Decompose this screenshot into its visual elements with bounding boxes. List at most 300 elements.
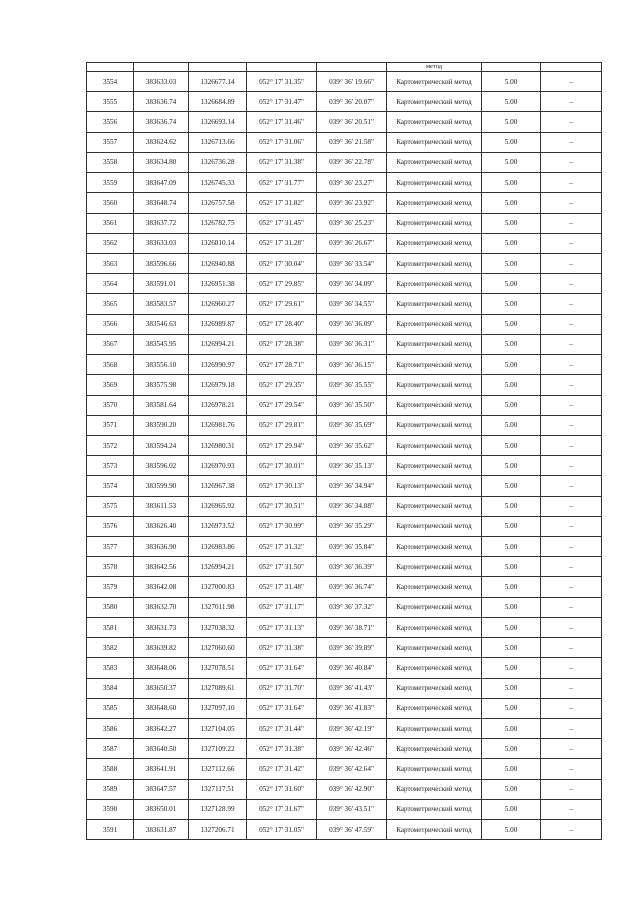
table-cell bbox=[87, 63, 134, 72]
method-cell: Картометрический метод bbox=[387, 375, 482, 395]
x-coordinate-cell: 383631.87 bbox=[134, 820, 189, 840]
latitude-cell: 052° 17' 29.94" bbox=[247, 435, 317, 455]
longitude-cell: 039° 36' 23.27" bbox=[317, 173, 387, 193]
y-coordinate-cell: 1326745.33 bbox=[189, 173, 247, 193]
accuracy-cell: 5.00 bbox=[482, 537, 541, 557]
x-coordinate-cell: 383545.95 bbox=[134, 334, 189, 354]
method-cell: Картометрический метод bbox=[387, 557, 482, 577]
accuracy-cell: 5.00 bbox=[482, 92, 541, 112]
latitude-cell: 052° 17' 29.81" bbox=[247, 415, 317, 435]
longitude-cell: 039° 36' 42.19" bbox=[317, 719, 387, 739]
method-cell: Картометрический метод bbox=[387, 112, 482, 132]
point-number-cell: 3566 bbox=[87, 314, 134, 334]
table-row bbox=[87, 72, 602, 92]
y-coordinate-cell: 1326960.27 bbox=[189, 294, 247, 314]
point-number-cell: 3587 bbox=[87, 739, 134, 759]
longitude-cell: 039° 36' 20.07" bbox=[317, 92, 387, 112]
latitude-cell: 052° 17' 29.85" bbox=[247, 274, 317, 294]
method-cell: Картометрический метод bbox=[387, 799, 482, 819]
longitude-cell: 039° 36' 41.43" bbox=[317, 678, 387, 698]
x-coordinate-cell: 383637.72 bbox=[134, 213, 189, 233]
method-cell: Картометрический метод bbox=[387, 820, 482, 840]
table-row bbox=[87, 698, 602, 718]
y-coordinate-cell: 1326967.38 bbox=[189, 476, 247, 496]
y-coordinate-cell: 1327078.51 bbox=[189, 658, 247, 678]
accuracy-cell: 5.00 bbox=[482, 719, 541, 739]
table-row bbox=[87, 678, 602, 698]
note-cell: – bbox=[541, 617, 602, 637]
x-coordinate-cell: 383581.64 bbox=[134, 395, 189, 415]
point-number-cell: 3584 bbox=[87, 678, 134, 698]
accuracy-cell: 5.00 bbox=[482, 496, 541, 516]
coordinates-table bbox=[86, 62, 602, 840]
method-cell: Картометрический метод bbox=[387, 496, 482, 516]
point-number-cell: 3554 bbox=[87, 72, 134, 92]
y-coordinate-cell: 1327128.99 bbox=[189, 799, 247, 819]
longitude-cell: 039° 36' 43.51" bbox=[317, 799, 387, 819]
point-number-cell: 3571 bbox=[87, 415, 134, 435]
accuracy-cell: 5.00 bbox=[482, 739, 541, 759]
table-row bbox=[87, 597, 602, 617]
table-cell bbox=[189, 63, 247, 72]
table-row bbox=[87, 476, 602, 496]
x-coordinate-cell: 383590.20 bbox=[134, 415, 189, 435]
note-cell: – bbox=[541, 820, 602, 840]
point-number-cell: 3580 bbox=[87, 597, 134, 617]
note-cell: – bbox=[541, 415, 602, 435]
method-cell: метод bbox=[387, 63, 482, 72]
longitude-cell: 039° 36' 22.78" bbox=[317, 152, 387, 172]
latitude-cell: 052° 17' 31.32" bbox=[247, 537, 317, 557]
latitude-cell: 052° 17' 31.48" bbox=[247, 577, 317, 597]
table-row bbox=[87, 435, 602, 455]
note-cell: – bbox=[541, 435, 602, 455]
accuracy-cell: 5.00 bbox=[482, 638, 541, 658]
table-row bbox=[87, 577, 602, 597]
latitude-cell: 052° 17' 31.64" bbox=[247, 658, 317, 678]
method-cell: Картометрический метод bbox=[387, 92, 482, 112]
note-cell: – bbox=[541, 739, 602, 759]
table-cell bbox=[134, 63, 189, 72]
note-cell: – bbox=[541, 456, 602, 476]
method-cell: Картометрический метод bbox=[387, 779, 482, 799]
accuracy-cell: 5.00 bbox=[482, 476, 541, 496]
latitude-cell: 052° 17' 31.67" bbox=[247, 799, 317, 819]
longitude-cell: 039° 36' 36.74" bbox=[317, 577, 387, 597]
table-row bbox=[87, 759, 602, 779]
latitude-cell: 052° 17' 31.06" bbox=[247, 132, 317, 152]
table-row bbox=[87, 213, 602, 233]
x-coordinate-cell: 383648.74 bbox=[134, 193, 189, 213]
note-cell: – bbox=[541, 516, 602, 536]
table-row bbox=[87, 516, 602, 536]
note-cell: – bbox=[541, 496, 602, 516]
x-coordinate-cell: 383633.03 bbox=[134, 72, 189, 92]
y-coordinate-cell: 1327000.83 bbox=[189, 577, 247, 597]
note-cell: – bbox=[541, 355, 602, 375]
longitude-cell: 039° 36' 35.84" bbox=[317, 537, 387, 557]
latitude-cell: 052° 17' 28.71" bbox=[247, 355, 317, 375]
accuracy-cell: 5.00 bbox=[482, 456, 541, 476]
point-number-cell: 3588 bbox=[87, 759, 134, 779]
y-coordinate-cell: 1327206.71 bbox=[189, 820, 247, 840]
note-cell: – bbox=[541, 314, 602, 334]
method-cell: Картометрический метод bbox=[387, 274, 482, 294]
latitude-cell: 052° 17' 29.54" bbox=[247, 395, 317, 415]
y-coordinate-cell: 1326940.88 bbox=[189, 253, 247, 273]
method-cell: Картометрический метод bbox=[387, 456, 482, 476]
x-coordinate-cell: 383599.90 bbox=[134, 476, 189, 496]
accuracy-cell: 5.00 bbox=[482, 577, 541, 597]
latitude-cell: 052° 17' 28.40" bbox=[247, 314, 317, 334]
longitude-cell: 039° 36' 35.55" bbox=[317, 375, 387, 395]
point-number-cell: 3568 bbox=[87, 355, 134, 375]
latitude-cell: 052° 17' 31.46" bbox=[247, 112, 317, 132]
point-number-cell: 3591 bbox=[87, 820, 134, 840]
accuracy-cell: 5.00 bbox=[482, 820, 541, 840]
longitude-cell: 039° 36' 35.50" bbox=[317, 395, 387, 415]
y-coordinate-cell: 1326981.76 bbox=[189, 415, 247, 435]
method-cell: Картометрический метод bbox=[387, 577, 482, 597]
table-row bbox=[87, 617, 602, 637]
latitude-cell: 052° 17' 31.38" bbox=[247, 152, 317, 172]
method-cell: Картометрический метод bbox=[387, 658, 482, 678]
table-row bbox=[87, 193, 602, 213]
method-cell: Картометрический метод bbox=[387, 314, 482, 334]
x-coordinate-cell: 383575.98 bbox=[134, 375, 189, 395]
point-number-cell: 3582 bbox=[87, 638, 134, 658]
y-coordinate-cell: 1326978.21 bbox=[189, 395, 247, 415]
method-cell: Картометрический метод bbox=[387, 476, 482, 496]
y-coordinate-cell: 1327112.66 bbox=[189, 759, 247, 779]
table-row bbox=[87, 739, 602, 759]
latitude-cell: 052° 17' 30.04" bbox=[247, 253, 317, 273]
table-row bbox=[87, 334, 602, 354]
method-cell: Картометрический метод bbox=[387, 152, 482, 172]
y-coordinate-cell: 1326989.87 bbox=[189, 314, 247, 334]
accuracy-cell: 5.00 bbox=[482, 173, 541, 193]
note-cell: – bbox=[541, 375, 602, 395]
y-coordinate-cell: 1326684.89 bbox=[189, 92, 247, 112]
point-number-cell: 3585 bbox=[87, 698, 134, 718]
accuracy-cell: 5.00 bbox=[482, 799, 541, 819]
latitude-cell: 052° 17' 31.38" bbox=[247, 739, 317, 759]
accuracy-cell: 5.00 bbox=[482, 132, 541, 152]
table-row bbox=[87, 274, 602, 294]
longitude-cell: 039° 36' 40.84" bbox=[317, 658, 387, 678]
x-coordinate-cell: 383596.66 bbox=[134, 253, 189, 273]
latitude-cell: 052° 17' 30.99" bbox=[247, 516, 317, 536]
method-cell: Картометрический метод bbox=[387, 516, 482, 536]
table-row bbox=[87, 233, 602, 253]
method-cell: Картометрический метод bbox=[387, 597, 482, 617]
longitude-cell: 039° 36' 21.58" bbox=[317, 132, 387, 152]
latitude-cell: 052° 17' 31.38" bbox=[247, 638, 317, 658]
accuracy-cell: 5.00 bbox=[482, 435, 541, 455]
note-cell: – bbox=[541, 719, 602, 739]
method-cell: Картометрический метод bbox=[387, 294, 482, 314]
y-coordinate-cell: 1326713.66 bbox=[189, 132, 247, 152]
note-cell: – bbox=[541, 193, 602, 213]
point-number-cell: 3583 bbox=[87, 658, 134, 678]
method-cell: Картометрический метод bbox=[387, 617, 482, 637]
longitude-cell: 039° 36' 39.89" bbox=[317, 638, 387, 658]
x-coordinate-cell: 383596.02 bbox=[134, 456, 189, 476]
longitude-cell: 039° 36' 36.09" bbox=[317, 314, 387, 334]
accuracy-cell: 5.00 bbox=[482, 193, 541, 213]
note-cell: – bbox=[541, 152, 602, 172]
point-number-cell: 3562 bbox=[87, 233, 134, 253]
point-number-cell: 3570 bbox=[87, 395, 134, 415]
note-cell: – bbox=[541, 759, 602, 779]
note-cell: – bbox=[541, 537, 602, 557]
y-coordinate-cell: 1326994.21 bbox=[189, 557, 247, 577]
table-cell bbox=[541, 63, 602, 72]
accuracy-cell: 5.00 bbox=[482, 678, 541, 698]
note-cell: – bbox=[541, 213, 602, 233]
point-number-cell: 3573 bbox=[87, 456, 134, 476]
longitude-cell: 039° 36' 42.90" bbox=[317, 779, 387, 799]
method-cell: Картометрический метод bbox=[387, 739, 482, 759]
y-coordinate-cell: 1326970.93 bbox=[189, 456, 247, 476]
note-cell: – bbox=[541, 112, 602, 132]
accuracy-cell: 5.00 bbox=[482, 233, 541, 253]
note-cell: – bbox=[541, 294, 602, 314]
note-cell: – bbox=[541, 233, 602, 253]
accuracy-cell: 5.00 bbox=[482, 516, 541, 536]
latitude-cell: 052° 17' 31.60" bbox=[247, 779, 317, 799]
accuracy-cell: 5.00 bbox=[482, 617, 541, 637]
point-number-cell: 3586 bbox=[87, 719, 134, 739]
longitude-cell: 039° 36' 36.39" bbox=[317, 557, 387, 577]
note-cell: – bbox=[541, 597, 602, 617]
table-row bbox=[87, 152, 602, 172]
x-coordinate-cell: 383591.01 bbox=[134, 274, 189, 294]
y-coordinate-cell: 1326973.52 bbox=[189, 516, 247, 536]
longitude-cell: 039° 36' 34.88" bbox=[317, 496, 387, 516]
note-cell: – bbox=[541, 173, 602, 193]
table-row bbox=[87, 658, 602, 678]
x-coordinate-cell: 383647.09 bbox=[134, 173, 189, 193]
accuracy-cell: 5.00 bbox=[482, 415, 541, 435]
accuracy-cell: 5.00 bbox=[482, 355, 541, 375]
x-coordinate-cell: 383647.57 bbox=[134, 779, 189, 799]
y-coordinate-cell: 1326965.92 bbox=[189, 496, 247, 516]
point-number-cell: 3575 bbox=[87, 496, 134, 516]
latitude-cell: 052° 17' 31.70" bbox=[247, 678, 317, 698]
longitude-cell: 039° 36' 47.59" bbox=[317, 820, 387, 840]
x-coordinate-cell: 383648.06 bbox=[134, 658, 189, 678]
accuracy-cell: 5.00 bbox=[482, 112, 541, 132]
y-coordinate-cell: 1326951.38 bbox=[189, 274, 247, 294]
note-cell: – bbox=[541, 638, 602, 658]
longitude-cell: 039° 36' 38.71" bbox=[317, 617, 387, 637]
table-row bbox=[87, 132, 602, 152]
longitude-cell: 039° 36' 37.32" bbox=[317, 597, 387, 617]
x-coordinate-cell: 383639.82 bbox=[134, 638, 189, 658]
note-cell: – bbox=[541, 132, 602, 152]
point-number-cell: 3555 bbox=[87, 92, 134, 112]
x-coordinate-cell: 383611.53 bbox=[134, 496, 189, 516]
longitude-cell: 039° 36' 33.54" bbox=[317, 253, 387, 273]
point-number-cell: 3563 bbox=[87, 253, 134, 273]
point-number-cell: 3576 bbox=[87, 516, 134, 536]
continued-row bbox=[87, 63, 602, 72]
point-number-cell: 3557 bbox=[87, 132, 134, 152]
point-number-cell: 3567 bbox=[87, 334, 134, 354]
latitude-cell: 052° 17' 31.45" bbox=[247, 213, 317, 233]
x-coordinate-cell: 383624.62 bbox=[134, 132, 189, 152]
note-cell: – bbox=[541, 557, 602, 577]
longitude-cell: 039° 36' 35.29" bbox=[317, 516, 387, 536]
x-coordinate-cell: 383636.74 bbox=[134, 112, 189, 132]
method-cell: Картометрический метод bbox=[387, 72, 482, 92]
y-coordinate-cell: 1326757.58 bbox=[189, 193, 247, 213]
y-coordinate-cell: 1327117.51 bbox=[189, 779, 247, 799]
note-cell: – bbox=[541, 274, 602, 294]
longitude-cell: 039° 36' 41.83" bbox=[317, 698, 387, 718]
longitude-cell: 039° 36' 35.13" bbox=[317, 456, 387, 476]
accuracy-cell: 5.00 bbox=[482, 759, 541, 779]
accuracy-cell: 5.00 bbox=[482, 72, 541, 92]
longitude-cell: 039° 36' 34.55" bbox=[317, 294, 387, 314]
table-row bbox=[87, 294, 602, 314]
longitude-cell: 039° 36' 34.09" bbox=[317, 274, 387, 294]
accuracy-cell: 5.00 bbox=[482, 152, 541, 172]
longitude-cell: 039° 36' 35.69" bbox=[317, 415, 387, 435]
point-number-cell: 3561 bbox=[87, 213, 134, 233]
latitude-cell: 052° 17' 31.13" bbox=[247, 617, 317, 637]
table-row bbox=[87, 355, 602, 375]
latitude-cell: 052° 17' 29.61" bbox=[247, 294, 317, 314]
latitude-cell: 052° 17' 31.35" bbox=[247, 72, 317, 92]
method-cell: Картометрический метод bbox=[387, 678, 482, 698]
y-coordinate-cell: 1326782.75 bbox=[189, 213, 247, 233]
table-row bbox=[87, 496, 602, 516]
x-coordinate-cell: 383642.27 bbox=[134, 719, 189, 739]
x-coordinate-cell: 383594.24 bbox=[134, 435, 189, 455]
latitude-cell: 052° 17' 31.64" bbox=[247, 698, 317, 718]
x-coordinate-cell: 383650.37 bbox=[134, 678, 189, 698]
table-row bbox=[87, 779, 602, 799]
accuracy-cell: 5.00 bbox=[482, 658, 541, 678]
point-number-cell: 3558 bbox=[87, 152, 134, 172]
table-row bbox=[87, 92, 602, 112]
method-cell: Картометрический метод bbox=[387, 719, 482, 739]
x-coordinate-cell: 383641.91 bbox=[134, 759, 189, 779]
table-row bbox=[87, 415, 602, 435]
method-cell: Картометрический метод bbox=[387, 193, 482, 213]
table-cell bbox=[482, 63, 541, 72]
y-coordinate-cell: 1327011.98 bbox=[189, 597, 247, 617]
method-cell: Картометрический метод bbox=[387, 233, 482, 253]
table-row bbox=[87, 375, 602, 395]
table-row bbox=[87, 112, 602, 132]
y-coordinate-cell: 1327097.10 bbox=[189, 698, 247, 718]
note-cell: – bbox=[541, 577, 602, 597]
latitude-cell: 052° 17' 29.35" bbox=[247, 375, 317, 395]
point-number-cell: 3579 bbox=[87, 577, 134, 597]
method-cell: Картометрический метод bbox=[387, 415, 482, 435]
longitude-cell: 039° 36' 34.94" bbox=[317, 476, 387, 496]
y-coordinate-cell: 1327060.60 bbox=[189, 638, 247, 658]
y-coordinate-cell: 1327038.32 bbox=[189, 617, 247, 637]
point-number-cell: 3556 bbox=[87, 112, 134, 132]
accuracy-cell: 5.00 bbox=[482, 294, 541, 314]
y-coordinate-cell: 1327089.61 bbox=[189, 678, 247, 698]
note-cell: – bbox=[541, 476, 602, 496]
point-number-cell: 3590 bbox=[87, 799, 134, 819]
table-cell bbox=[317, 63, 387, 72]
table-row bbox=[87, 173, 602, 193]
longitude-cell: 039° 36' 25.23" bbox=[317, 213, 387, 233]
method-cell: Картометрический метод bbox=[387, 698, 482, 718]
x-coordinate-cell: 383556.10 bbox=[134, 355, 189, 375]
x-coordinate-cell: 383650.01 bbox=[134, 799, 189, 819]
method-cell: Картометрический метод bbox=[387, 759, 482, 779]
note-cell: – bbox=[541, 658, 602, 678]
x-coordinate-cell: 383633.03 bbox=[134, 233, 189, 253]
longitude-cell: 039° 36' 23.92" bbox=[317, 193, 387, 213]
latitude-cell: 052° 17' 30.13" bbox=[247, 476, 317, 496]
latitude-cell: 052° 17' 31.44" bbox=[247, 719, 317, 739]
point-number-cell: 3581 bbox=[87, 617, 134, 637]
table-row bbox=[87, 820, 602, 840]
x-coordinate-cell: 383546.63 bbox=[134, 314, 189, 334]
table-row bbox=[87, 799, 602, 819]
method-cell: Картометрический метод bbox=[387, 253, 482, 273]
latitude-cell: 052° 17' 31.05" bbox=[247, 820, 317, 840]
latitude-cell: 052° 17' 30.51" bbox=[247, 496, 317, 516]
note-cell: – bbox=[541, 253, 602, 273]
y-coordinate-cell: 1326983.86 bbox=[189, 537, 247, 557]
accuracy-cell: 5.00 bbox=[482, 375, 541, 395]
longitude-cell: 039° 36' 19.66" bbox=[317, 72, 387, 92]
method-cell: Картометрический метод bbox=[387, 395, 482, 415]
x-coordinate-cell: 383631.73 bbox=[134, 617, 189, 637]
accuracy-cell: 5.00 bbox=[482, 557, 541, 577]
note-cell: – bbox=[541, 395, 602, 415]
note-cell: – bbox=[541, 678, 602, 698]
latitude-cell: 052° 17' 30.01" bbox=[247, 456, 317, 476]
x-coordinate-cell: 383648.60 bbox=[134, 698, 189, 718]
point-number-cell: 3578 bbox=[87, 557, 134, 577]
method-cell: Картометрический метод bbox=[387, 537, 482, 557]
longitude-cell: 039° 36' 42.64" bbox=[317, 759, 387, 779]
longitude-cell: 039° 36' 35.62" bbox=[317, 435, 387, 455]
x-coordinate-cell: 383636.90 bbox=[134, 537, 189, 557]
note-cell: – bbox=[541, 72, 602, 92]
table-row bbox=[87, 395, 602, 415]
latitude-cell: 052° 17' 31.82" bbox=[247, 193, 317, 213]
accuracy-cell: 5.00 bbox=[482, 274, 541, 294]
x-coordinate-cell: 383642.08 bbox=[134, 577, 189, 597]
latitude-cell: 052° 17' 31.50" bbox=[247, 557, 317, 577]
note-cell: – bbox=[541, 698, 602, 718]
table-row bbox=[87, 719, 602, 739]
method-cell: Картометрический метод bbox=[387, 638, 482, 658]
point-number-cell: 3574 bbox=[87, 476, 134, 496]
accuracy-cell: 5.00 bbox=[482, 779, 541, 799]
x-coordinate-cell: 383632.70 bbox=[134, 597, 189, 617]
method-cell: Картометрический метод bbox=[387, 355, 482, 375]
table-row bbox=[87, 253, 602, 273]
longitude-cell: 039° 36' 36.15" bbox=[317, 355, 387, 375]
note-cell: – bbox=[541, 92, 602, 112]
point-number-cell: 3565 bbox=[87, 294, 134, 314]
longitude-cell: 039° 36' 36.31" bbox=[317, 334, 387, 354]
note-cell: – bbox=[541, 779, 602, 799]
